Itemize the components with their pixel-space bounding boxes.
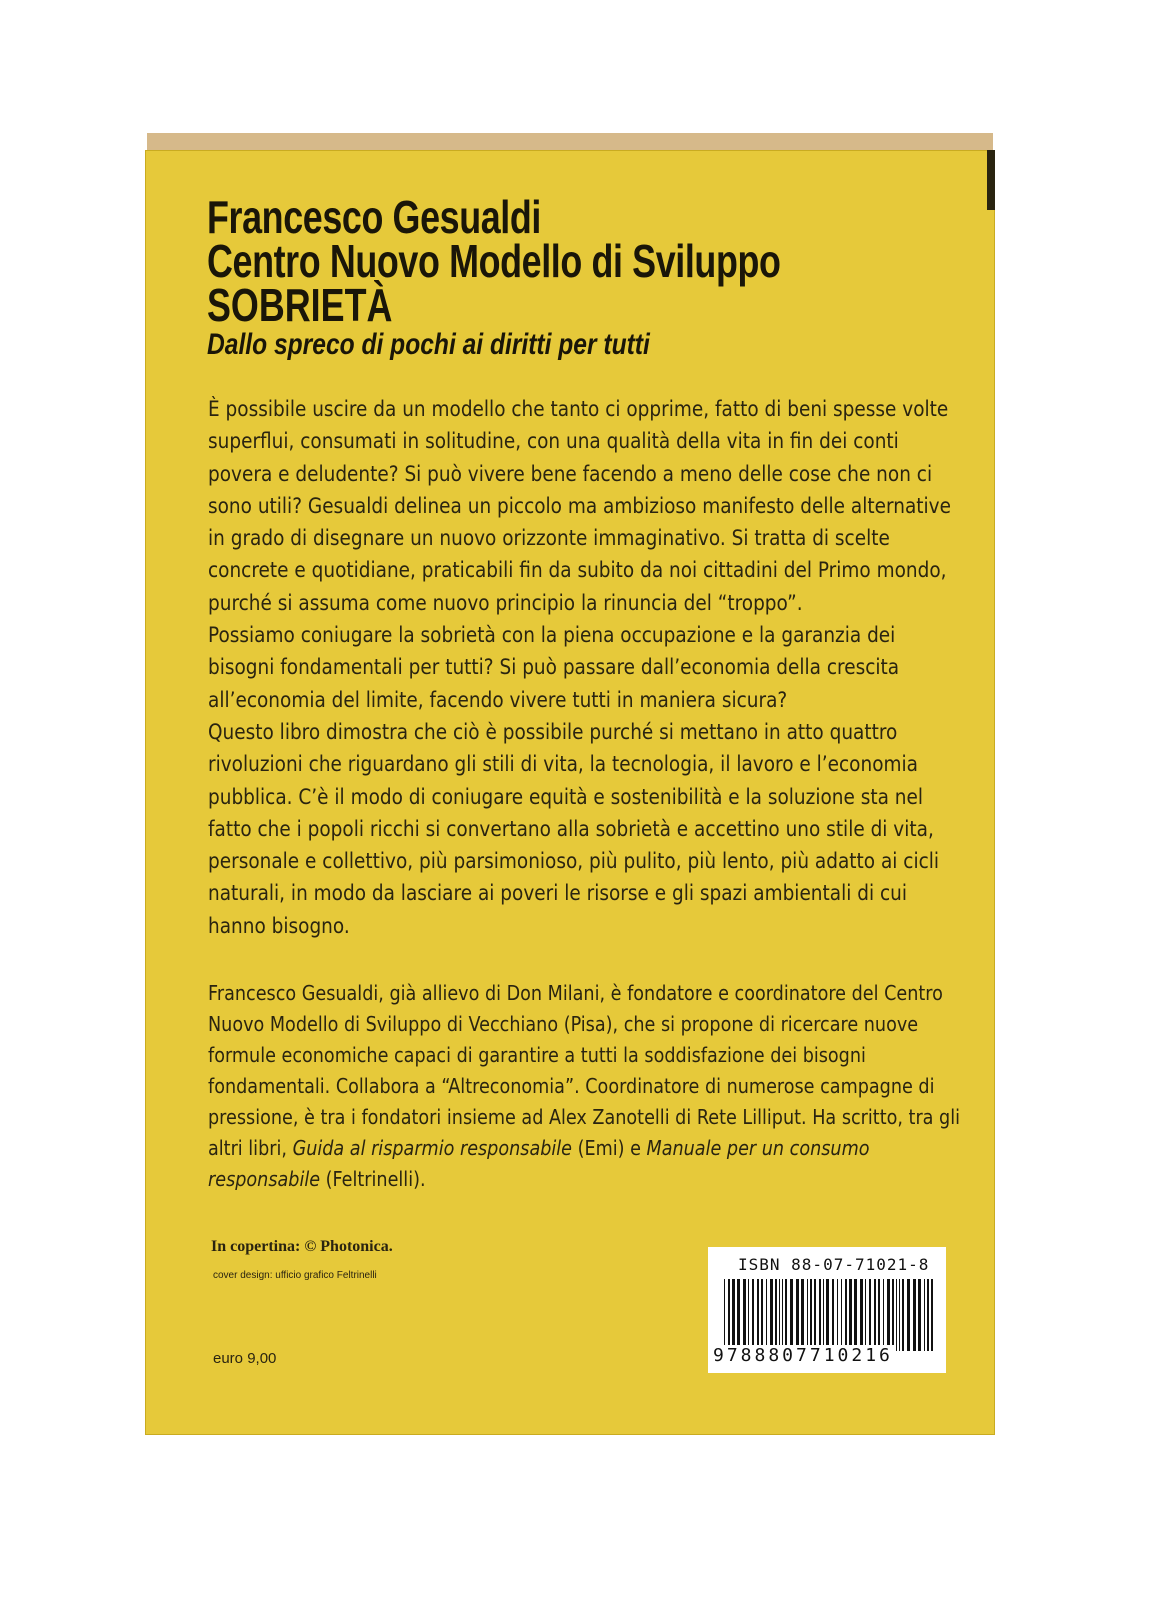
barcode-bar	[790, 1279, 793, 1351]
barcode-bar	[737, 1279, 740, 1351]
bio-text: (Emi) e	[572, 1136, 647, 1160]
barcode-bar	[732, 1279, 735, 1351]
cover-credit: In copertina: © Photonica.	[211, 1238, 393, 1255]
blurb-paragraph: Possiamo coniugare la sobrietà con la piena occupazione e la garanzia dei bisogni fondamentali per tutti? Si può passare dall’economia della crescita all’economia del limite, facendo vivere tutti in maniera sicura?	[208, 623, 900, 712]
barcode-bar	[728, 1279, 730, 1351]
bio-book-title: Manuale per un consumo responsabile	[208, 1136, 870, 1191]
barcode-bar	[748, 1279, 749, 1351]
design-credit: cover design: ufficio grafico Feltrinelli	[213, 1270, 377, 1281]
barcode-bar	[902, 1279, 904, 1351]
barcode-label	[708, 1247, 946, 1373]
barcode-bar	[845, 1279, 847, 1351]
barcode-bar	[913, 1279, 916, 1351]
barcode-bar	[782, 1279, 783, 1351]
organization-name: Centro Nuovo Modello di Sviluppo	[207, 235, 781, 287]
barcode-bar	[918, 1279, 921, 1351]
cover-header	[207, 191, 967, 361]
barcode-bar	[865, 1279, 866, 1351]
bio-text: Francesco Gesualdi, già allievo di Don Milani, è fondatore e coordinatore del Centro Nuovo Modello di Sviluppo di Vecchiano (Pisa), che si propone di ricercare nuove formule economiche capaci di garantire a tutti la soddisfazione dei bisogni fondamentali. Collabora a “Altreconomia”. Coordinatore di numerose campagne di pressione, è tra i fondatori insieme ad Alex Zanotelli di Rete Lilliput. Ha scritto, tra gli altri libri,	[208, 981, 961, 1160]
book-subtitle: Dallo spreco di pochi ai diritti per tutti	[207, 328, 650, 361]
barcode-digits	[712, 1345, 944, 1366]
barcode-bar	[869, 1279, 871, 1351]
barcode-bar	[841, 1279, 842, 1351]
barcode-bar	[785, 1279, 787, 1351]
barcode-bar	[931, 1279, 933, 1351]
barcode-bars	[722, 1279, 936, 1351]
barcode-bar	[892, 1279, 894, 1351]
blurb-paragraph: È possibile uscire da un modello che tanto ci opprime, fatto di beni spesse volte superflui, consumati in solitudine, con una qualità della vita in fin dei conti povera e deludente? Si può vivere bene facendo a meno delle cose che non ci sono utili? Gesualdi delinea un piccolo ma ambizioso manifesto delle alternative in grado di disegnare un nuovo orizzonte immaginativo. Si tratta di scelte concrete e quotidiane, praticabili fin da subito da noi cittadini del Primo mondo, purché si assuma come nuovo principio la rinuncia del “troppo”.	[208, 397, 951, 615]
author-bio-text	[208, 978, 982, 1195]
price: euro 9,00	[213, 1350, 277, 1367]
barcode-bar	[743, 1279, 746, 1351]
barcode-digits-text: 9788807710216	[713, 1345, 893, 1366]
barcode-bar	[779, 1279, 780, 1351]
barcode-bar	[761, 1279, 763, 1351]
barcode-bar	[883, 1279, 884, 1351]
barcode-bar	[849, 1279, 852, 1351]
barcode-bar	[810, 1279, 812, 1351]
barcode-bar	[832, 1279, 834, 1351]
barcode-bar	[724, 1279, 725, 1351]
barcode-bar	[837, 1279, 838, 1351]
barcode-bar	[807, 1279, 808, 1351]
barcode-bar	[770, 1279, 773, 1351]
book-back-cover	[145, 150, 995, 1435]
barcode-bar	[796, 1279, 799, 1351]
barcode-bar	[874, 1279, 876, 1351]
barcode-bar	[907, 1279, 910, 1351]
barcode-bar	[826, 1279, 829, 1351]
barcode-bar	[775, 1279, 777, 1351]
bio-book-title: Guida al risparmio responsabile	[292, 1136, 573, 1160]
barcode-bar	[801, 1279, 804, 1351]
author-name: Francesco Gesualdi	[207, 191, 541, 243]
blurb	[208, 393, 988, 942]
barcode-bar	[757, 1279, 759, 1351]
barcode-bar	[878, 1279, 880, 1351]
barcode-bar	[927, 1279, 929, 1351]
barcode-bar	[814, 1279, 816, 1351]
barcode-bar	[819, 1279, 821, 1351]
barcode-bar	[752, 1279, 754, 1351]
barcode-bar	[887, 1279, 890, 1351]
barcode-bar	[896, 1279, 897, 1351]
spine-shadow	[987, 150, 995, 210]
barcode-bar	[899, 1279, 900, 1351]
blurb-paragraph: Questo libro dimostra che ciò è possibile purché si mettano in atto quattro rivoluzioni che riguardano gli stili di vita, la tecnologia, il lavoro e l’economia pubblica. C’è il modo di coniugare equità e sostenibilità e la soluzione sta nel fatto che i popoli ricchi si convertano alla sobrietà e accettino uno stile di vita, personale e collettivo, più parsimonioso, più pulito, più lento, più adatto ai cicli naturali, in modo da lasciare ai poveri le risorse e gli spazi ambientali di cui hanno bisogno.	[208, 719, 940, 938]
book-title: SOBRIETÀ	[207, 279, 393, 331]
bio-text: (Feltrinelli).	[320, 1167, 426, 1191]
author-bio	[208, 978, 988, 1195]
barcode-bar	[854, 1279, 857, 1351]
barcode-bar	[924, 1279, 925, 1351]
isbn-text: ISBN 88-07-71021-8	[738, 1255, 930, 1274]
barcode-bar	[860, 1279, 863, 1351]
barcode-bar	[823, 1279, 824, 1351]
barcode-bar	[766, 1279, 767, 1351]
